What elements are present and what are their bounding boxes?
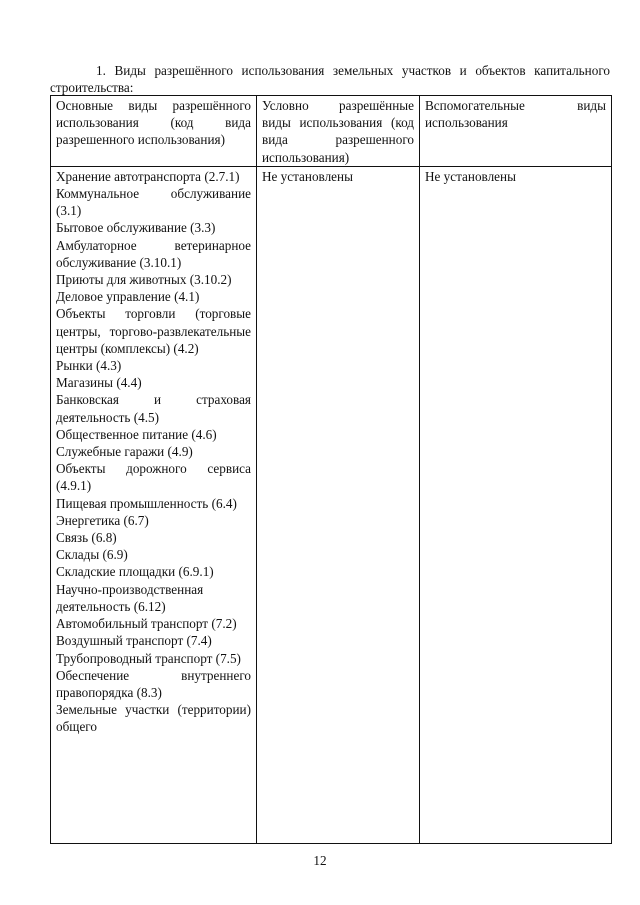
list-item: Земельные участки (территории) общего [56,702,251,735]
list-item: Объекты дорожного сервиса (4.9.1) [56,461,251,494]
list-item: Научно-производственная деятельность (6.12) [56,581,204,614]
list-item: Общественное питание (4.6) [56,426,217,442]
land-use-table [50,95,612,844]
section-heading: 1. Виды разрешённого использования земельных участков и объектов капитального строительства: [50,63,610,96]
list-item: Банковская и страховая деятельность (4.5) [56,392,251,425]
main-uses-cell [51,166,257,843]
list-item: Энергетика (6.7) [56,512,149,528]
list-item: Объекты торговли (торговые центры, торгово-развлекательные центры (комплексы) (4.2) [56,306,251,356]
list-item: Трубопроводный транспорт (7.5) [56,650,241,666]
list-item: Склады (6.9) [56,547,128,563]
header-conditional-uses: Условно разрешённые виды использования (код вида разрешенного использования) [257,96,420,167]
list-item: Магазины (4.4) [56,375,142,391]
list-item: Связь (6.8) [56,530,117,546]
list-item: Автомобильный транспорт (7.2) [56,616,237,632]
list-item: Воздушный транспорт (7.4) [56,633,212,649]
list-item: Коммунальное обслуживание (3.1) [56,186,251,219]
conditional-uses-cell: Не установлены [257,166,420,843]
list-item: Бытовое обслуживание (3.3) [56,220,216,236]
list-item: Пищевая промышленность (6.4) [56,495,237,511]
list-item: Деловое управление (4.1) [56,289,200,305]
header-auxiliary-uses: Вспомогательные виды использования [420,96,612,167]
table-header-row [51,96,612,167]
list-item: Складские площадки (6.9.1) [56,564,214,580]
page-number: 12 [313,853,327,868]
list-item: Обеспечение внутреннего правопорядка (8.3) [56,667,251,700]
list-item: Служебные гаражи (4.9) [56,444,193,460]
list-item: Рынки (4.3) [56,358,122,374]
table-row [51,166,612,843]
list-item: Приюты для животных (3.10.2) [56,272,232,288]
list-item: Амбулаторное ветеринарное обслуживание (3.10.1) [56,237,251,270]
list-item: Хранение автотранспорта (2.7.1) [56,168,240,184]
header-main-uses: Основные виды разрешённого использования (код вида разрешенного использования) [51,96,257,167]
auxiliary-uses-cell: Не установлены [420,166,612,843]
